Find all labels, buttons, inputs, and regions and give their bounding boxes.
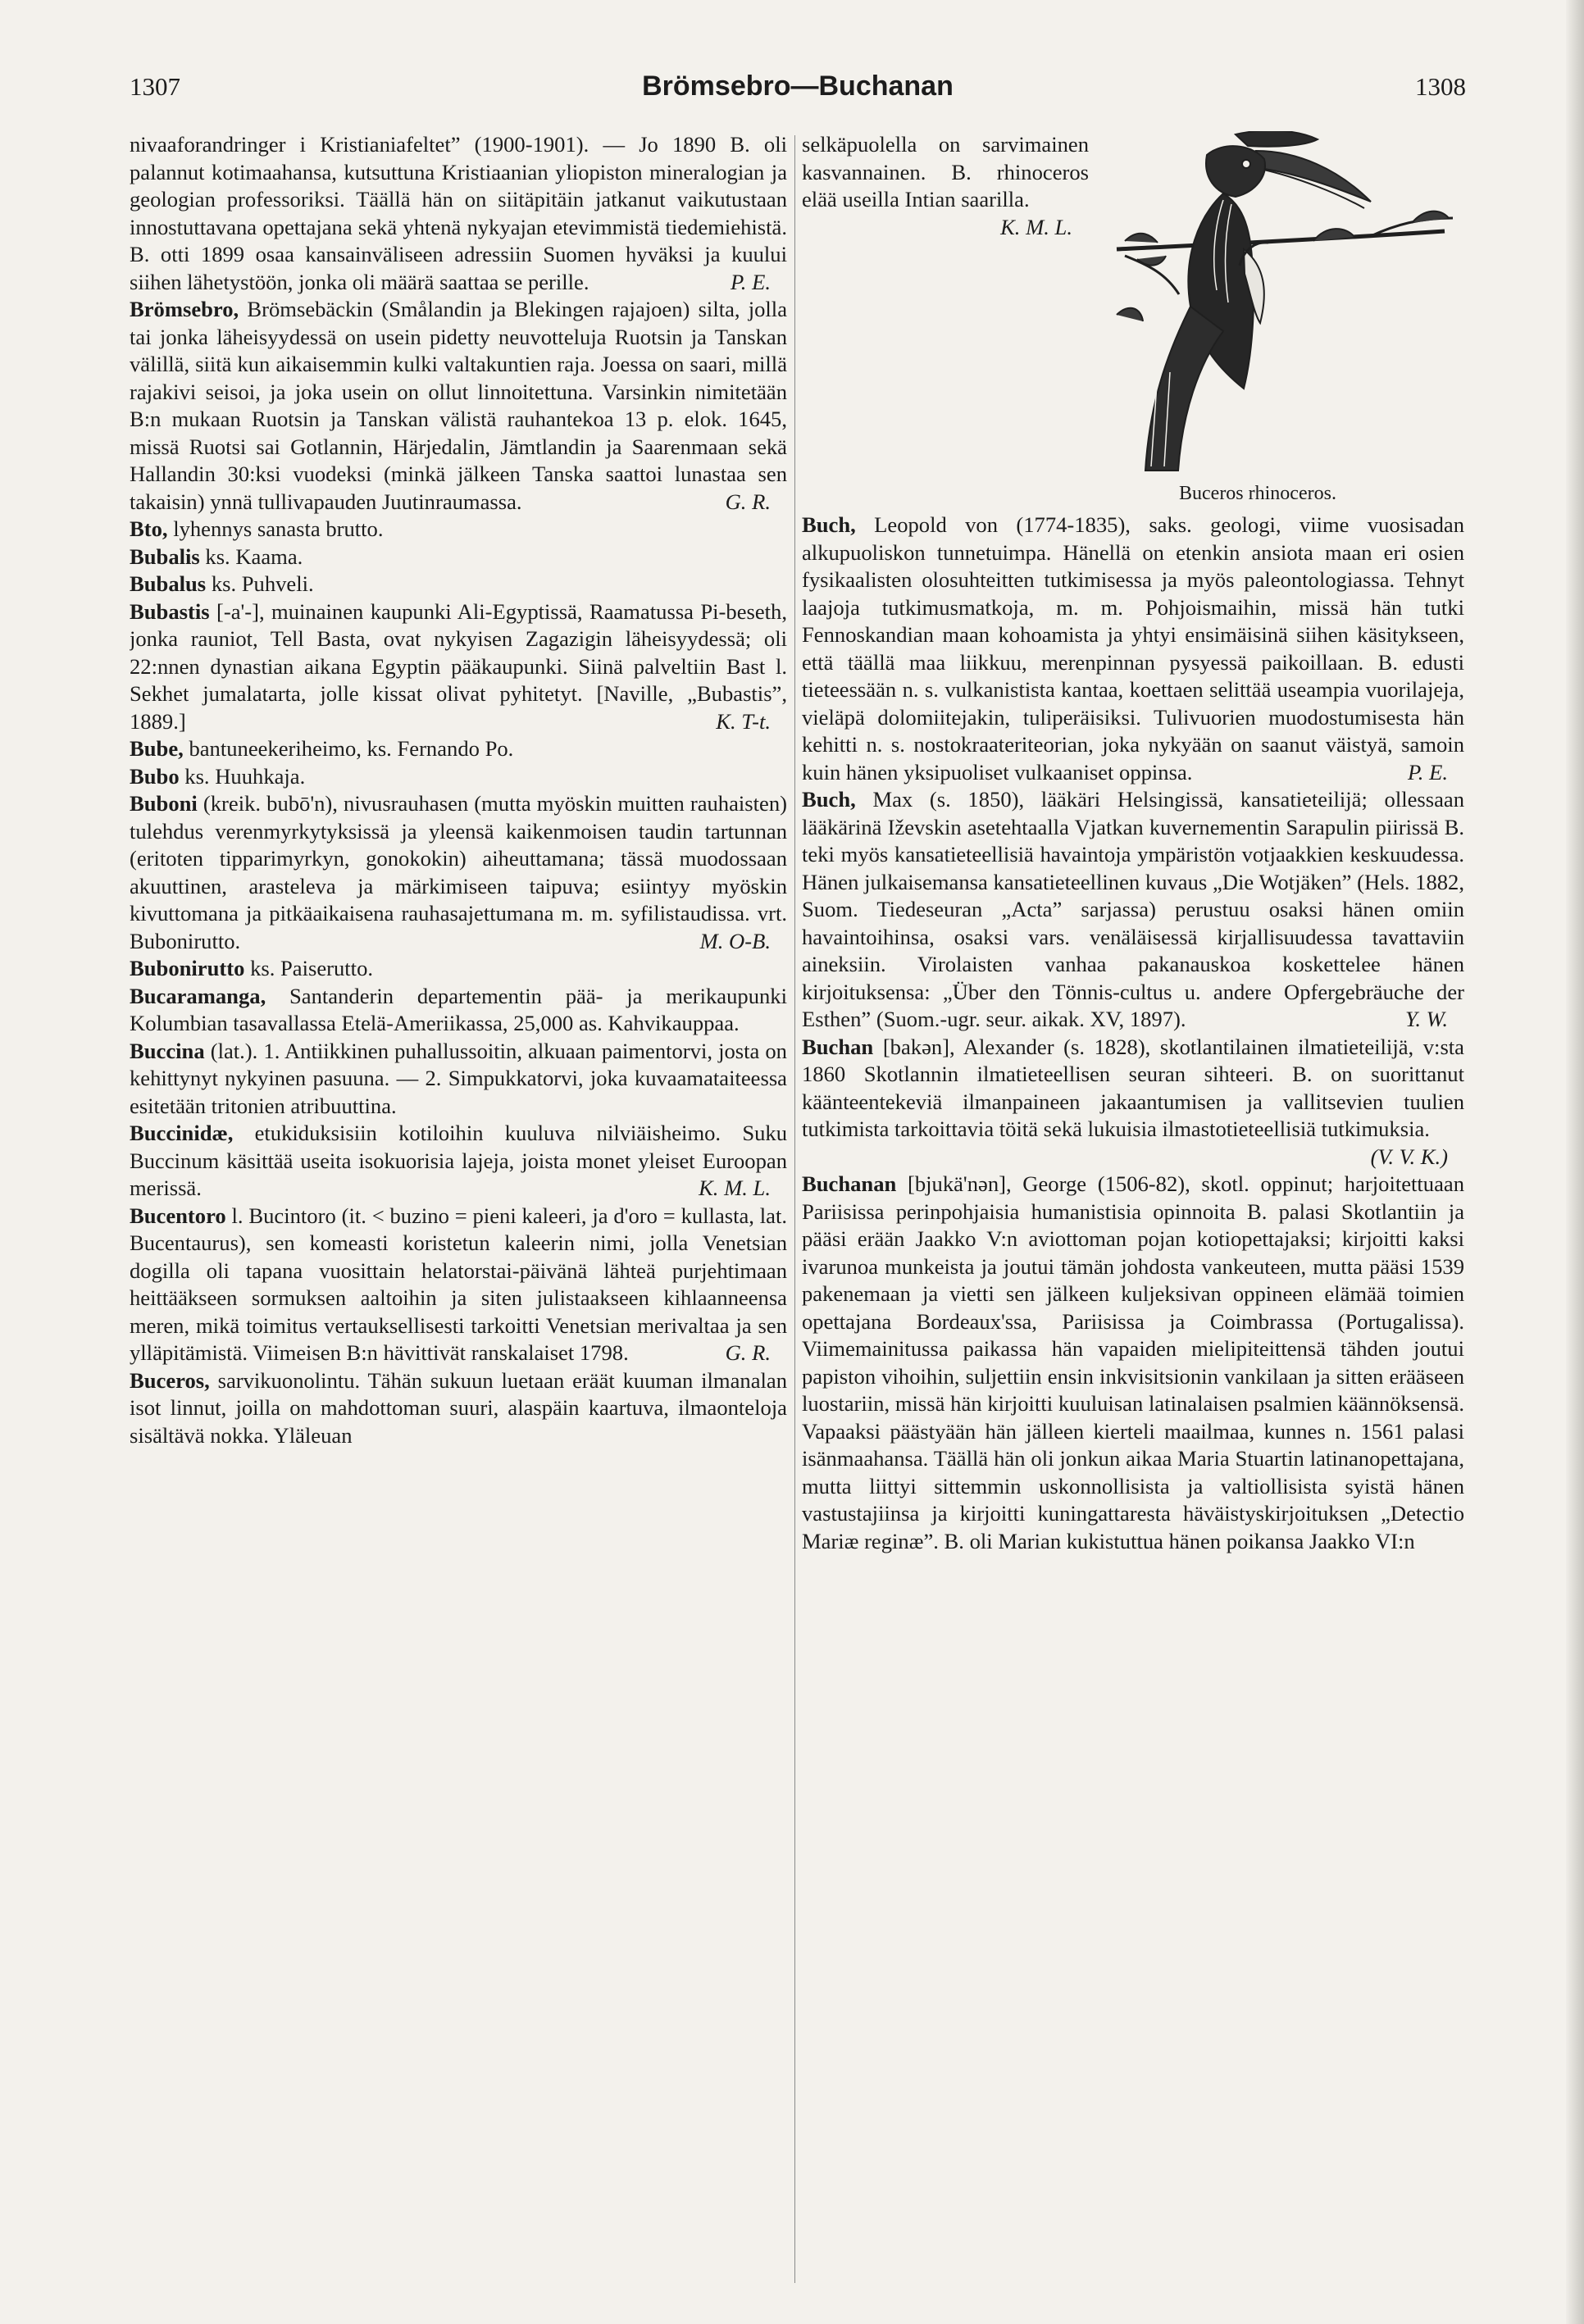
entry-buccina (130, 1038, 787, 1121)
entry-headword: Bubastis (130, 598, 210, 624)
author-signature: G. R. (725, 1340, 771, 1365)
entry-headword: Bubalus (130, 571, 207, 596)
entry-buch-max (802, 786, 1464, 1034)
entry-text: Leopold von (1774-1835), saks. geologi, viime vuosisadan alkupuoliskon tunnetuimpa. Hänellä on etenkin ansiota maan eri osien fysikaalisten olosuhteitten tutkimisessa ja myös paleontologiassa. Tehnyt laajoja tutkimusmatkoja, m. m. Pohjoismaihin, missä hän tutki Fennoskandian maan kohoamista ja yhtyi ensimäisinä siihen käsitykseen, että täällä maa liikkuu, merenpinnan pysyessä paikoillaan. B. edusti tieteessään n. s. vulkanistista kantaa, koettaen selittää useampia vuorilajeja, vieläpä dolomiitejakin, tuliperäisiksi. Tulivuorien muodostumisesta hän kehitti n. s. nostokraateriteorian, joka nykyään on saanut väistyä, samoin kuin hänen yksipuoliset vulkaaniset oppinsa. (802, 512, 1464, 785)
entry-headword: Bto, (130, 516, 168, 541)
entry-bubalis (130, 543, 787, 571)
author-signature: (V. V. K.) (1370, 1144, 1448, 1169)
entry-text: ks. Huuhkaja. (184, 763, 306, 789)
entry-text: l. Bucintoro (it. < buzino = pieni kaleeri, ja d'oro = kullasta, lat. Bucentaurus), sen komeasti koristetun kaleerin nimi, jolla Venetsian dogilla oli tapana vuosittain helatorstai-päivänä lähteä purjehtimaan heittääkseen sormuksen aaltoihin ja siten julistaakseen kihlaanneensa meren, mikä toimitus vertauksellisesti tarkoitti Venetsian merivaltaa ja sen ylläpitämistä. Viimeisen B:n hävittivät ranskalaiset 1798. (130, 1203, 787, 1365)
entry-headword: Bucentoro (130, 1203, 226, 1228)
entry-bubo (130, 763, 787, 791)
entry-headword: Buceros, (130, 1367, 210, 1393)
author-signature: P. E. (730, 269, 771, 294)
column-divider (794, 135, 795, 2283)
entry-headword: Buboni (130, 791, 198, 816)
entry-text: lyhennys sanasta brutto. (173, 516, 384, 541)
entry-bubalus (130, 571, 787, 598)
page-number-right: 1308 (1415, 72, 1466, 101)
entry-text: ks. Kaama. (205, 543, 303, 569)
entry-text: nivaaforandringer i Kristianiafeltet” (1900-1901). — Jo 1890 B. oli palannut kotimaahansa, kutsuttuna Kristiaanian yliopiston mineralogian ja geologian professoriksi. Täällä hän on siitäpitäin jatkanut vaikutustaan innostuttavana opettajana sekä yhtenä nykyajan etevimmistä tiedemiehistä. B. otti 1899 osaa kansainväliseen adressiin Suomen hyväksi ja kuului siihen lähetystöön, jonka oli määrä saattaa se perille. (130, 132, 787, 294)
entry-text: [bakən], Alexander (s. 1828), skotlantilainen ilmatieteilijä, v:sta 1860 Skotlannin ilmatieteellisen seuran sihteeri. B. on suorittanut käänteentekeviä ilmanpaineen jakaantumisen ja vallitsevien tuulien tutkimista tarkoittavia töitä sekä lukuisia ilmastotieteellisiä tutkimuksia. (802, 1034, 1464, 1141)
entry-text: (lat.). 1. Antiikkinen puhallussoitin, alkuaan paimentorvi, josta on kehittynyt nykyinen pasuuna. — 2. Simpukkatorvi, joka kuvaamataiteessa esitetään tritonien atribuuttina. (130, 1038, 787, 1118)
running-title: Brömsebro—Buchanan (642, 70, 954, 102)
entry-bto (130, 516, 787, 543)
page-header (130, 72, 1466, 113)
author-signature: Y. W. (1404, 1007, 1448, 1031)
entry-text: ks. Paiserutto. (250, 956, 374, 980)
entry-headword: Buccina (130, 1038, 205, 1063)
entry-headword: Buchan (802, 1034, 874, 1059)
entry-headword: Bucaramanga, (130, 983, 266, 1008)
author-signature: M. O-B. (699, 928, 771, 953)
entry-bubastis (130, 598, 787, 736)
entry-text: Santanderin departementin pää- ja merikaupunki Kolumbian tasavallassa Etelä-Ameriikassa, 25,000 as. Kahvikauppaa. (130, 983, 787, 1035)
page-number-left: 1307 (130, 72, 180, 101)
entry-text: sarvikuonolintu. Tähän sukuun luetaan eräät kuuman ilmanalan isot linnut, joilla on mahdottoman suuri, alaspäin kaartuva, ilmaonteloja sisältävä nokka. Yläleuan (130, 1367, 787, 1448)
entry-headword: Buchanan (802, 1171, 897, 1196)
entry-headword: Bubalis (130, 543, 200, 569)
entry-buch-leopold (802, 512, 1464, 786)
entry-headword: Brömsebro, (130, 297, 239, 321)
author-signature: K. M. L. (1000, 214, 1072, 239)
figure-caption: Buceros rhinoceros. (1179, 483, 1336, 504)
entry-text: [bjukä'nən], George (1506-82), skotl. oppinut; harjoitettuaan Pariisissa perinpohjaisia humanistisia opinnoita B. palasi Skotlantiin ja pääsi erään Jaakko V:n aviottoman pojan kotiopettajaksi; kirjoitti kaksi ivarunoa munkeista ja joutui tämän johdosta vankeuteen, mutta pääsi 1539 pakenemaan ja vietti sen jälkeen kuljeksivan oppineen elämää toimien opettajana Bordeaux'ssa, Pariisissa ja Coimbrassa (Portugalissa). Viimemainitussa paikassa hän vapaiden mielipiteittensä tähden joutui papiston vihoihin, suljettiin ensin inkvisitsionin vankilaan ja sitten erääseen luostariin, missä hän kirjoitti kuuluisan latinalaisen psalmien käännöksensä. Vapaaksi päästyään hän jälleen kierteli maailmaa, kunnes n. 1561 palasi isänmaahansa. Täällä hän oli jonkun aikaa Maria Stuartin latinanopettajana, mutta liittyi sittemmin uskonnollisista ja valtiollisista syistä hänen vastustajiinsa ja kirjoitti kuningattaresta häväistyskirjoituksen „Detectio Mariæ reginæ”. B. oli Marian kukistuttua hänen poikansa Jaakko VI:n (802, 1171, 1464, 1553)
entry-bucentoro (130, 1203, 787, 1367)
entry-text: Brömsebäckin (Smålandin ja Blekingen rajajoen) silta, jolla tai jonka läheisyydessä on usein pidetty neuvotteluja Ruotsin ja Tanskan välillä, siitä kun aikaisemmin kulki valtakuntien raja. Joessa on saari, millä rajakivi seisoi, ja joka usein on ollut linnoitettuna. Varsinkin nimitetään B:n mukaan Ruotsin ja Tanskan välistä rauhantekoa 13 p. elok. 1645, missä Ruotsi sai Gotlannin, Härjedalin, Jämtlandin ja Saarenmaan sekä Hallandin 30:ksi vuodeksi (minkä jälkeen Tanska saattoi lunastaa sen takaisin) ynnä tullivapauden Juutinraumassa. (130, 297, 787, 514)
entry-bube (130, 735, 787, 763)
author-signature: G. R. (725, 489, 771, 514)
entry-headword: Buch, (802, 512, 856, 537)
entry-headword: Buccinidæ, (130, 1121, 234, 1145)
author-signature: K. M. L. (699, 1176, 771, 1200)
entry-buccinidae (130, 1120, 787, 1203)
entry-bromsebro (130, 296, 787, 516)
book-binding-edge (1566, 0, 1584, 2324)
entry-text: etukiduksisiin kotiloihin kuuluva nilviäisheimo. Suku Buccinum käsittää useita isokuorisia lajeja, joista monet yleiset Euroopan merissä. (130, 1121, 787, 1200)
entry-buboni (130, 790, 787, 955)
entry-text: bantuneekeriheimo, ks. Fernando Po. (189, 736, 514, 761)
entry-buchanan (802, 1171, 1464, 1555)
entry-text: ks. Puhveli. (211, 571, 314, 596)
hornbill-illustration-icon (1100, 131, 1464, 479)
entry-buchan (802, 1034, 1464, 1171)
author-signature: K. T-t. (716, 708, 771, 734)
entry-text: (kreik. bubō'n), nivusrauhasen (mutta myöskin muitten rauhaisten) tulehdus verenmyrkytyksissä ja yleensä kaikenmoisen taudin tartunnan (eritoten tipparimyrkyn, gonokokin) aiheuttamana; tässä muodossaan akuuttinen, arasteleva ja märkimiseen taipuva; esiintyy myöskin kivuttomana ja pitkäaikaisena rauhasajettumana m. m. syfilistaudissa. vrt. Bubonirutto. (130, 791, 787, 953)
entry-buceros (130, 1367, 787, 1450)
author-signature: P. E. (1407, 759, 1448, 785)
entry-bubonirutto (130, 955, 787, 983)
left-column (130, 131, 787, 2295)
entry-cont (130, 131, 787, 296)
right-column (802, 131, 1464, 2295)
entry-text: Max (s. 1850), lääkäri Helsingissä, kansatieteilijä; ollessaan lääkärinä Iževskin asetehtaalla Vjatkan kuvernementin Sarapulin piirissä B. teki myös kansatieteellisiä havaintoja ympäristön votjaakkien keskuudessa. Hänen julkaisemansa kansatieteellinen kuvaus „Die Wotjäken” (Hels. 1882, Suom. Tiedeseuran „Acta” sarjassa) perustuu osaksi hänen omiin havaintoihinsa, osaksi vars. venäläisessä kirjallisuudessa tavattaviin aineksiin. Virolaisten vanhaa pakanauskoa koskettelee hänen kirjoituksensa: „Über den Tönnis-cultus u. andere Opfergebräuche der Esthen” (Suom.-ugr. seur. aikak. XV, 1897). (802, 787, 1464, 1031)
entry-text: selkäpuolella on sarvimainen kasvannainen. B. rhinoceros elää useilla Intian saarilla. (802, 132, 1089, 211)
entry-headword: Bube, (130, 736, 184, 761)
entry-headword: Bubo (130, 763, 180, 789)
entry-headword: Bubonirutto (130, 956, 245, 980)
entry-headword: Buch, (802, 787, 856, 812)
entry-bucaramanga (130, 983, 787, 1038)
figure (1100, 131, 1464, 512)
entry-text: [-a'-], muinainen kaupunki Ali-Egyptissä, Raamatussa Pi-beseth, jonka rauniot, Tell Basta, ovat nykyisen Zagazigin läheisyydessä; oli 22:nnen dynastian aikana Egyptin pääkaupunki. Siinä palveltiin Bast l. Sekhet jumalatarta, jolle kissat olivat pyhitetyt. [Naville, „Bubastis”, 1889.] (130, 598, 787, 734)
